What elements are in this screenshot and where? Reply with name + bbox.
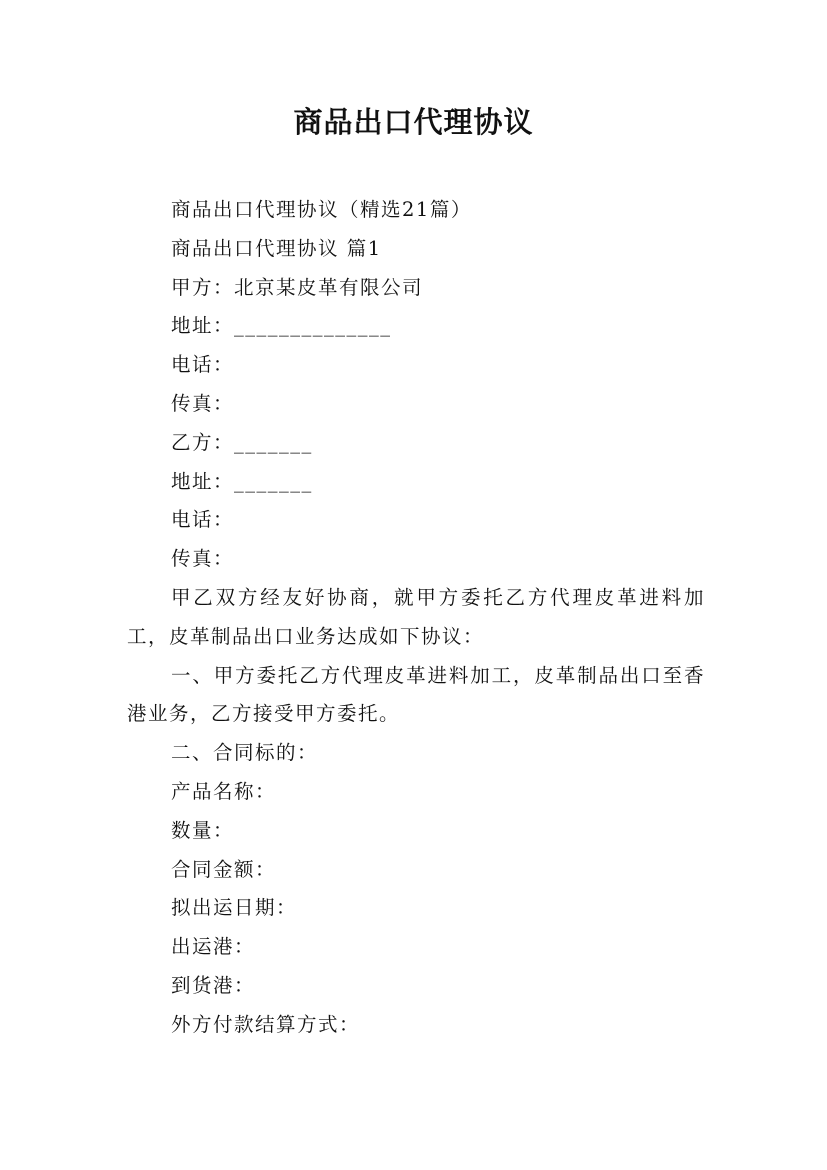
party-b-address: 地址：_______ <box>171 469 313 493</box>
field-port-of-destination: 到货港： <box>171 973 256 997</box>
clause-1: 一、甲方委托乙方代理皮革进料加工，皮革制品出口至香港业务，乙方接受甲方委托。 <box>127 663 705 726</box>
field-port-of-loading: 出运港： <box>171 935 256 959</box>
field-shipping-date: 拟出运日期： <box>171 896 298 920</box>
party-b-name: 乙方：_______ <box>171 430 313 454</box>
paragraph-agreement-intro: 甲乙双方经友好协商，就甲方委托乙方代理皮革进料加工，皮革制品出口业务达成如下协议： <box>127 585 705 648</box>
field-quantity: 数量： <box>171 818 235 842</box>
field-product-name: 产品名称： <box>171 779 277 803</box>
party-a-fax: 传真： <box>171 391 235 415</box>
document-title: 商品出口代理协议 <box>293 105 534 139</box>
field-contract-amount: 合同金额： <box>171 857 277 881</box>
party-a-name: 甲方：北京某皮革有限公司 <box>171 275 424 299</box>
party-b-phone: 电话： <box>171 508 235 532</box>
document-body <box>127 191 705 1045</box>
paragraph-section-heading: 商品出口代理协议 篇1 <box>171 236 382 260</box>
clause-2-heading: 二、合同标的： <box>171 741 319 765</box>
party-a-address: 地址：______________ <box>171 314 392 338</box>
paragraph-subtitle: 商品出口代理协议（精选21篇） <box>171 198 472 221</box>
field-payment-method: 外方付款结算方式： <box>171 1012 361 1036</box>
party-b-fax: 传真： <box>171 547 235 571</box>
party-a-phone: 电话： <box>171 353 235 377</box>
